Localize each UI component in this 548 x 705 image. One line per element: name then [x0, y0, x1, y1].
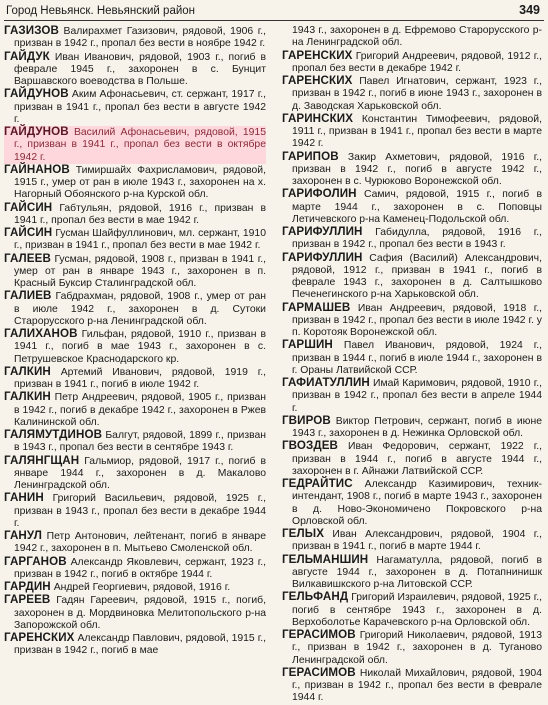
entry-details: Иван Александрович, рядовой, 1904 г., призван в 1941 г., погиб в марте 1944 г.	[292, 529, 542, 553]
surname: ГЕРАСИМОВ	[282, 628, 356, 641]
entry-details: Габтульян, рядовой, 1916 г., призван в 1941 г., пропал без вести в мае 1942 г.	[14, 202, 267, 226]
entry-details: Григорий Израилевич, рядовой, 1925 г., погиб в сентябре 1943 г., захоронен в д. Верхоболотье Карачевского р-на Орловской обл.	[292, 592, 542, 628]
entry-details: Александр Яковлевич, сержант, 1923 г., призван в 1942 г., погиб в октябре 1944 г.	[14, 556, 266, 580]
entry-details: Петр Антонович, лейтенант, погиб в январе 1942 г., захоронен в п. Мытьево Смоленской обл.	[14, 531, 266, 555]
entry-details: Гусман Шайфуллинович, мл. сержант, 1910 г., призван в 1941 г., пропал без вести в мае 1942 г.	[14, 228, 266, 252]
entry-details: Нагаматулла, рядовой, погиб в августе 1944 г., захоронен в д. Потапнинишк Вилкавишкского р-на Литовской ССР.	[292, 554, 543, 590]
memorial-entry	[282, 188, 542, 226]
entry-details: Андрей Георгиевич, рядовой, 1916 г.	[53, 582, 231, 593]
surname: ГАЙДУК	[4, 49, 50, 63]
right-column	[282, 25, 542, 705]
memorial-entry	[282, 226, 542, 252]
page-number: 349	[519, 3, 540, 17]
memorial-entry	[282, 591, 542, 629]
memorial-entry	[282, 629, 542, 667]
entry-details: Гильфан, рядовой, 1910 г., призван в 1941 г., погиб в мае 1943 г., захоронен в с. Петрушевское Краснодарского кр.	[14, 329, 266, 365]
entry-details: Александр Казимирович, техник-интендант, 1908 г., погиб в марте 1943 г., захоронен в д. Ново-Экономичено Покровского р-на Орловской обл.	[292, 479, 542, 527]
memorial-entry	[4, 455, 266, 493]
entry-details: Тимиршайх Фахрисламович, рядовой, 1915 г., умер от ран в июле 1943 г., захоронен на х. Нагорный Обоянского р-на Курской обл.	[14, 164, 266, 201]
surname: ГАРЕЕВ	[4, 593, 51, 607]
surname: ГАРИНСКИХ	[282, 111, 354, 125]
surname: ГАЙДУНОВ	[4, 87, 69, 101]
entry-details: Самич, рядовой, 1915 г., погиб в марте 1944 г., захоронен в с. Поповцы Летичевского р-на Каменец-Подольской обл.	[292, 189, 543, 225]
surname: ГАРИФОЛИН	[282, 187, 357, 201]
memorial-entry	[4, 328, 266, 366]
surname: ГАЙНАНОВ	[4, 162, 70, 176]
entry-details: Петр Андреевич, рядовой, 1905 г., призван в 1942 г., погиб в декабре 1942 г., захоронен в Ржев Калининской обл.	[14, 392, 266, 428]
surname: ГАЛКИН	[4, 390, 51, 404]
entry-details: Имай Каримович, рядовой, 1910 г., призван в 1942 г., пропал без вести в апреле 1944 г.	[292, 378, 542, 414]
entry-details: Александр Павлович, рядовой, 1915 г., призван в 1942 г., погиб в мае	[14, 633, 267, 657]
memorial-entry	[282, 339, 542, 377]
memorial-entry	[282, 302, 542, 340]
memorial-entry	[282, 50, 542, 76]
entry-details: Гусман, рядовой, 1908 г., призван в 1941 г., умер от ран в январе 1943 г., захоронен в п. Красный Буксир Сталинградской обл.	[14, 253, 266, 289]
entry-details: Аким Афонасьевич, ст. сержант, 1917 г., призван в 1941 г., пропал без вести в августе 1942 г.	[14, 89, 266, 125]
entry-details: Павел Иванович, рядовой, 1924 г., призван в 1944 г., погиб в июле 1944 г., захоронен в г. Ораны Латвийской ССР.	[292, 340, 542, 376]
surname: ГЕЛЬМАНШИН	[282, 552, 369, 566]
memorial-entry	[4, 391, 266, 429]
surname: ГЕЛЫХ	[282, 527, 325, 540]
entry-details: Балгут, рядовой, 1899 г., призван в 1943 г., пропал без вести в сентябре 1943 г.	[14, 430, 267, 454]
entry-details: Закир Ахметович, рядовой, 1916 г., призван в 1942 г., погиб в августе 1942 г., захоронен в с. Чурюково Воронежской обл.	[292, 151, 542, 187]
surname: ГАЛЕЕВ	[4, 251, 51, 265]
entry-details: Николай Михайлович, рядовой, 1904 г., призван в 1942 г., пропал без вести в феврале 1944 г.	[292, 667, 542, 704]
memorial-entry	[4, 88, 266, 126]
surname: ГАРИПОВ	[282, 149, 339, 163]
memorial-entry	[4, 164, 266, 202]
surname: ГАЛКИН	[4, 364, 51, 378]
memorial-entry	[4, 492, 266, 530]
surname: ГВИРОВ	[282, 413, 331, 427]
memorial-entry	[282, 440, 542, 478]
entry-details: Василий Афонасьевич, рядовой, 1915 г., призван в 1941 г., пропал без вести в октябре 1942 г.	[14, 127, 266, 163]
memorial-entry	[282, 113, 542, 151]
surname: ГАРИФУЛЛИН	[282, 225, 363, 238]
memorial-entry	[4, 202, 266, 228]
surname: ГАРИФУЛЛИН	[282, 250, 363, 264]
surname: ГАЙДУНОВ	[4, 125, 69, 138]
entry-details: Григорий Николаевич, рядовой, 1913 г., призван в 1942 г., захоронен в д. Туганово Ленинградской обл.	[292, 630, 542, 666]
surname: ГАРШИН	[282, 338, 333, 352]
surname: ГАРЕНСКИХ	[282, 74, 353, 87]
surname: ГАРЕНСКИХ	[4, 631, 75, 644]
surname: ГАЛИХАНОВ	[4, 327, 78, 340]
memorial-entry	[4, 581, 266, 594]
memorial-entry	[282, 554, 542, 592]
surname: ГАНУЛ	[4, 529, 42, 542]
memorial-entry	[4, 25, 266, 51]
memorial-entry	[4, 51, 266, 89]
surname: ГЕДРАЙТИС	[282, 477, 353, 490]
surname: ГВОЗДЕВ	[282, 439, 339, 453]
memorial-entry	[282, 667, 542, 705]
memorial-entry	[4, 227, 266, 253]
entry-details: Павел Игнатович, сержант, 1923 г., призван в 1942 г., погиб в июне 1943 г., захоронен в д. Заводская Харьковской обл.	[292, 76, 542, 112]
surname: ГАРДИН	[4, 580, 51, 593]
surname: ГАРГАНОВ	[4, 554, 67, 568]
surname: ГАЛИЕВ	[4, 289, 52, 303]
memorial-entry	[282, 75, 542, 113]
entry-details: 1943 г., захоронен в д. Ефремово Старорусского р-на Ленинградской обл.	[292, 25, 542, 49]
memorial-entry	[282, 528, 542, 554]
memorial-entry	[4, 556, 266, 582]
entry-details: Константин Тимофеевич, рядовой, 1911 г., призван в 1941 г., пропал без вести в марте 1942 г.	[292, 113, 542, 150]
memorial-entry	[282, 377, 542, 415]
entry-details: Габидулла, рядовой, 1916 г., призван в 1942 г., пропал без вести в 1943 г.	[292, 227, 542, 251]
memorial-entry	[4, 429, 266, 455]
running-title: Город Невьянск. Невьянский район	[6, 5, 196, 17]
memorial-entry	[4, 530, 266, 556]
memorial-entry	[4, 290, 266, 328]
memorial-entry	[282, 25, 542, 50]
memorial-entry	[4, 253, 266, 291]
entry-details: Иван Иванович, рядовой, 1903 г., погиб в феврале 1945 г., захоронен в с. Бунцит Варшавского воеводства в Польше.	[14, 51, 266, 87]
memorial-entry	[4, 126, 266, 164]
surname: ГАЗИЗОВ	[4, 24, 60, 37]
memorial-entry	[282, 151, 542, 189]
memorial-entry	[4, 594, 266, 632]
surname: ГАЛЯМУТДИНОВ	[4, 428, 103, 441]
surname: ГАРМАШЕВ	[282, 300, 351, 314]
entry-details: Валирахмет Газизович, рядовой, 1906 г., призван в 1942 г., пропал без вести в ноябре 1942 г.	[14, 26, 266, 50]
memorial-entry	[4, 632, 266, 658]
entry-details: Сафия (Василий) Александрович, рядовой, 1912 г., призван в 1941 г., погиб в феврале 1943 г., захоронен в д. Салтышково Печенегинского р-на Харьковской обл.	[292, 252, 542, 301]
entry-details: Гальмиор, рядовой, 1917 г., погиб в январе 1944 г., захоронен в д. Макалово Ленинградской обл.	[14, 455, 266, 491]
entry-details: Иван Андреевич, рядовой, 1918 г., призван в 1942 г., пропал без вести в июле 1942 г. у п. Коротояк Воронежской обл.	[292, 302, 542, 338]
entry-details: Григорий Андреевич, рядовой, 1912 г., пропал без вести в декабре 1942 г.	[292, 50, 542, 74]
surname: ГЕЛЬФАНД	[282, 590, 349, 604]
surname: ГАРЕНСКИХ	[282, 48, 353, 62]
left-column	[4, 25, 266, 658]
memorial-entry	[4, 366, 266, 392]
entry-details: Гадян Гареевич, рядовой, 1915 г., погиб, захоронен в д. Мордвиновка Мелитопольского р-на Запорожской обл.	[14, 595, 266, 631]
surname: ГАНИН	[4, 491, 44, 505]
surname: ГАЙСИН	[4, 200, 53, 214]
entry-details: Виктор Петрович, сержант, погиб в июне 1943 г., захоронен в д. Нежинка Орловской обл.	[292, 415, 542, 439]
memorial-entry	[282, 415, 542, 441]
surname: ГАЙСИН	[4, 226, 53, 239]
surname: ГЕРАСИМОВ	[282, 665, 356, 679]
surname: ГАФИАТУЛЛИН	[282, 376, 370, 389]
entry-details: Габдрахман, рядовой, 1908 г., умер от ран в июле 1942 г., захоронен в д. Сутоки Старорусского р-на Ленинградской обл.	[14, 291, 266, 327]
entry-details: Артемий Иванович, рядовой, 1919 г., призван в 1941 г., погиб в июле 1942 г.	[14, 366, 267, 390]
surname: ГАЛЯНГЩАН	[4, 453, 80, 467]
entry-details: Иван Федорович, сержант, 1922 г., призван в 1944 г., погиб в августе 1944 г., захоронен в г. Айнажи Латвийской ССР.	[292, 441, 542, 477]
entry-details: Григорий Васильевич, рядовой, 1925 г., призван в 1943 г., пропал без вести в декабре 1944 г.	[14, 493, 267, 529]
page-header	[4, 2, 544, 21]
memorial-entry	[282, 252, 542, 302]
memorial-entry	[282, 478, 542, 528]
